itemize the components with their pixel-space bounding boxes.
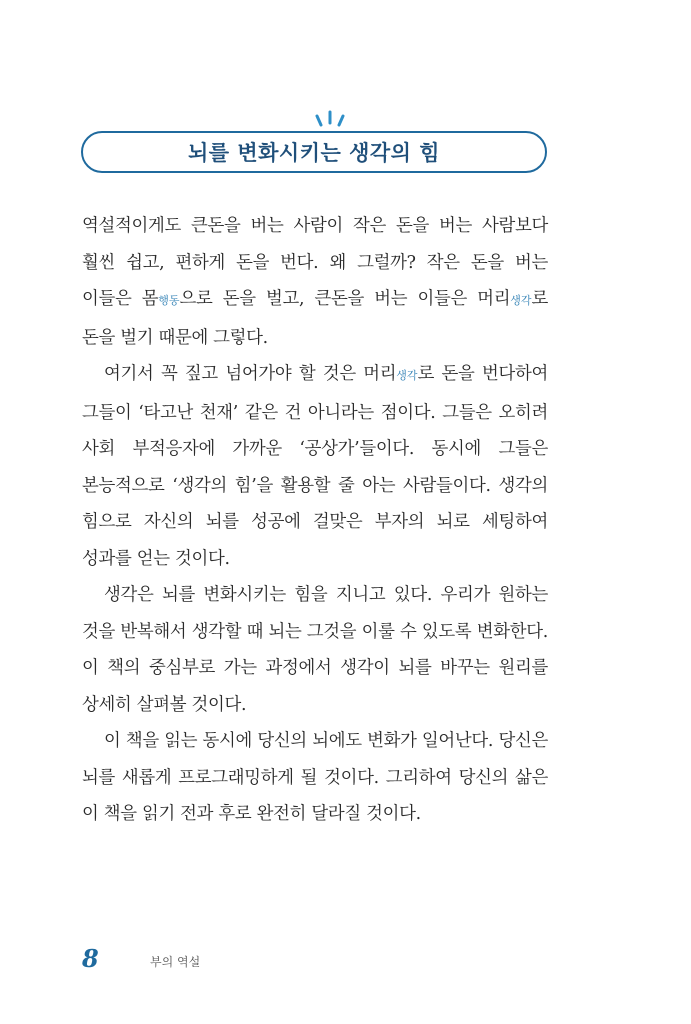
paragraph-1-part-c: 로 돈을 벌기 때문에 그렇다. <box>82 289 548 348</box>
annotation-action: 행동 <box>158 294 180 307</box>
annotation-thought: 생각 <box>510 294 532 307</box>
paragraph-3: 생각은 뇌를 변화시키는 힘을 지니고 있다. 우리가 원하는 것을 반복해서 생각할 때 뇌는 그것을 이룰 수 있도록 변화한다. 이 책의 중심부로 가는 과정에서 생각이 뇌를 바꾸는 원리를 상세히 살펴볼 것이다. <box>82 585 548 715</box>
body-text <box>82 208 548 833</box>
annotation-thought-2: 생각 <box>396 369 418 382</box>
spark-lines-icon <box>310 108 350 130</box>
running-footer-title: 부의 역설 <box>150 955 201 969</box>
paragraph-1-part-b: 으로 돈을 벌고, 큰돈을 버는 이들은 머리 <box>179 289 511 309</box>
paragraph-1 <box>82 208 548 356</box>
section-heading-box <box>81 131 547 173</box>
paragraph-2-part-b: 로 돈을 번다하여 그들이 ‘타고난 천재’ 같은 건 아니라는 점이다. 그들은 오히려 사회 부적응자에 가까운 ‘공상가’들이다. 동시에 그들은 본능적으로 ‘생각의 힘’을 활용할 줄 아는 사람들이다. 생각의 힘으로 자신의 뇌를 성공에 걸맞은 부자의 뇌로 세팅하여 성과를 얻는 것이다. <box>82 364 548 569</box>
paragraph-4: 이 책을 읽는 동시에 당신의 뇌에도 변화가 일어난다. 당신은 뇌를 새롭게 프로그래밍하게 될 것이다. 그리하여 당신의 삶은 이 책을 읽기 전과 후로 완전히 달라질 것이다. <box>82 731 548 824</box>
section-heading: 뇌를 변화시키는 생각의 힘 <box>187 141 441 165</box>
paragraph-2-part-a: 여기서 꼭 짚고 넘어가야 할 것은 머리 <box>104 364 397 384</box>
page-number: 8 <box>82 944 99 973</box>
paragraph-1-part-a: 역설적이게도 큰돈을 버는 사람이 작은 돈을 버는 사람보다 훨씬 쉽고, 편하게 돈을 번다. 왜 그럴까? 작은 돈을 버는 이들은 몸 <box>82 216 548 309</box>
paragraph-2 <box>82 356 548 577</box>
